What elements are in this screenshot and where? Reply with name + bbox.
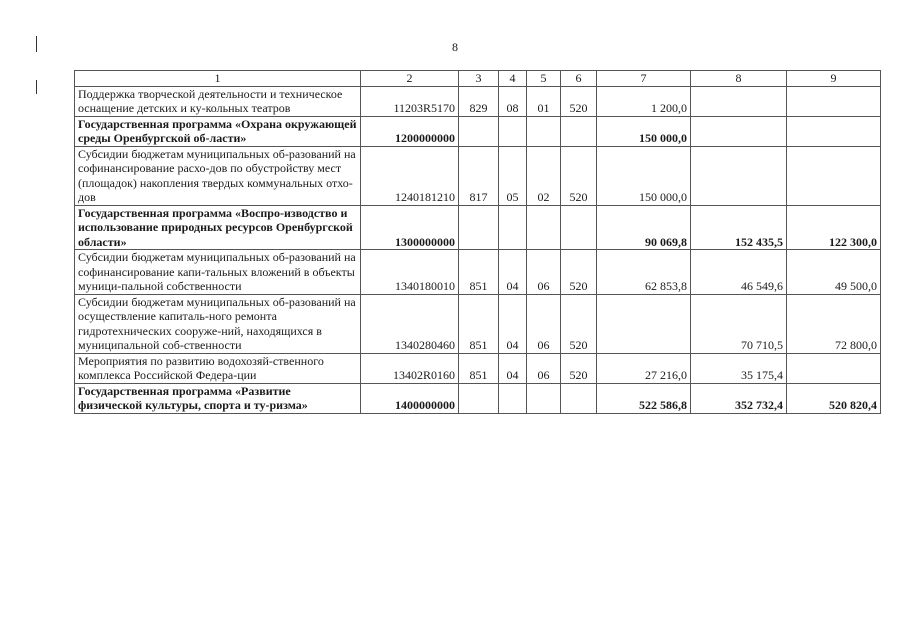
ministry-code-cell: 817: [459, 146, 499, 205]
column-header: 9: [787, 71, 881, 87]
amount-col8-cell: [691, 86, 787, 116]
ministry-code-cell: [459, 383, 499, 413]
column-header: 1: [75, 71, 361, 87]
amount-col9-cell: 49 500,0: [787, 250, 881, 295]
margin-mark-bottom: [36, 80, 37, 94]
page-number: 8: [452, 40, 458, 54]
amount-col9-cell: 520 820,4: [787, 383, 881, 413]
margin-mark-top: [36, 36, 37, 52]
table-row: [75, 294, 881, 353]
ministry-code-cell: 851: [459, 294, 499, 353]
ministry-code-cell: [459, 116, 499, 146]
column-header: 6: [561, 71, 597, 87]
subsection-cell: 06: [527, 294, 561, 353]
section-cell: [499, 383, 527, 413]
section-cell: 05: [499, 146, 527, 205]
program-name-cell: Субсидии бюджетам муниципальных об-разований на софинансирование капи-тальных вложений в объекты муници-пальной собственности: [75, 250, 361, 295]
amount-col9-cell: [787, 86, 881, 116]
program-name-cell: Субсидии бюджетам муниципальных об-разований на софинансирование расхо-дов по обустройству мест (площадок) накопления твердых коммунальных отхо-дов: [75, 146, 361, 205]
target-code-cell: 1340280460: [361, 294, 459, 353]
column-header: 5: [527, 71, 561, 87]
table-row: [75, 353, 881, 383]
amount-col7-cell: 1 200,0: [597, 86, 691, 116]
amount-col7-cell: 522 586,8: [597, 383, 691, 413]
expense-type-cell: [561, 205, 597, 250]
section-cell: [499, 116, 527, 146]
target-code-cell: 11203R5170: [361, 86, 459, 116]
target-code-cell: 1300000000: [361, 205, 459, 250]
ministry-code-cell: 851: [459, 250, 499, 295]
table-row: [75, 250, 881, 295]
amount-col7-cell: [597, 294, 691, 353]
expense-type-cell: 520: [561, 86, 597, 116]
section-cell: 04: [499, 250, 527, 295]
amount-col8-cell: 46 549,6: [691, 250, 787, 295]
amount-col8-cell: 35 175,4: [691, 353, 787, 383]
target-code-cell: 13402R0160: [361, 353, 459, 383]
subsection-cell: 06: [527, 353, 561, 383]
header-row: [75, 71, 881, 87]
expense-type-cell: 520: [561, 146, 597, 205]
amount-col7-cell: 62 853,8: [597, 250, 691, 295]
amount-col7-cell: 150 000,0: [597, 146, 691, 205]
amount-col9-cell: 122 300,0: [787, 205, 881, 250]
section-cell: [499, 205, 527, 250]
program-name-cell: Поддержка творческой деятельности и техническое оснащение детских и ку-кольных театров: [75, 86, 361, 116]
section-cell: 04: [499, 294, 527, 353]
expense-type-cell: 520: [561, 294, 597, 353]
ministry-code-cell: 851: [459, 353, 499, 383]
amount-col8-cell: [691, 146, 787, 205]
amount-col8-cell: [691, 116, 787, 146]
target-code-cell: 1340180010: [361, 250, 459, 295]
target-code-cell: 1240181210: [361, 146, 459, 205]
program-row: [75, 205, 881, 250]
amount-col9-cell: [787, 116, 881, 146]
subsection-cell: 01: [527, 86, 561, 116]
subsection-cell: [527, 205, 561, 250]
ministry-code-cell: 829: [459, 86, 499, 116]
amount-col8-cell: 70 710,5: [691, 294, 787, 353]
amount-col8-cell: 152 435,5: [691, 205, 787, 250]
program-row: [75, 116, 881, 146]
target-code-cell: 1400000000: [361, 383, 459, 413]
program-row: [75, 383, 881, 413]
amount-col7-cell: 27 216,0: [597, 353, 691, 383]
expense-type-cell: [561, 383, 597, 413]
amount-col7-cell: 90 069,8: [597, 205, 691, 250]
amount-col9-cell: [787, 146, 881, 205]
section-cell: 04: [499, 353, 527, 383]
subsection-cell: 06: [527, 250, 561, 295]
expense-type-cell: 520: [561, 353, 597, 383]
column-header: 2: [361, 71, 459, 87]
subsection-cell: [527, 383, 561, 413]
column-header: 7: [597, 71, 691, 87]
expense-type-cell: [561, 116, 597, 146]
subsection-cell: [527, 116, 561, 146]
table-row: [75, 146, 881, 205]
column-header: 8: [691, 71, 787, 87]
program-name-cell: Мероприятия по развитию водохозяй-ственного комплекса Российской Федера-ции: [75, 353, 361, 383]
amount-col9-cell: 72 800,0: [787, 294, 881, 353]
ministry-code-cell: [459, 205, 499, 250]
amount-col9-cell: [787, 353, 881, 383]
program-name-cell: Субсидии бюджетам муниципальных об-разований на осуществление капиталь-ного ремонта гидротехнических сооруже-ний, находящихся в муниципальной соб-ственности: [75, 294, 361, 353]
section-cell: 08: [499, 86, 527, 116]
column-header: 4: [499, 71, 527, 87]
amount-col7-cell: 150 000,0: [597, 116, 691, 146]
program-name-cell: Государственная программа «Воспро-изводство и использование природных ресурсов Оренбургской области»: [75, 205, 361, 250]
table-row: [75, 86, 881, 116]
program-name-cell: Государственная программа «Охрана окружающей среды Оренбургской об-ласти»: [75, 116, 361, 146]
target-code-cell: 1200000000: [361, 116, 459, 146]
amount-col8-cell: 352 732,4: [691, 383, 787, 413]
column-header: 3: [459, 71, 499, 87]
budget-table: [74, 70, 881, 414]
program-name-cell: Государственная программа «Развитие физической культуры, спорта и ту-ризма»: [75, 383, 361, 413]
expense-type-cell: 520: [561, 250, 597, 295]
subsection-cell: 02: [527, 146, 561, 205]
